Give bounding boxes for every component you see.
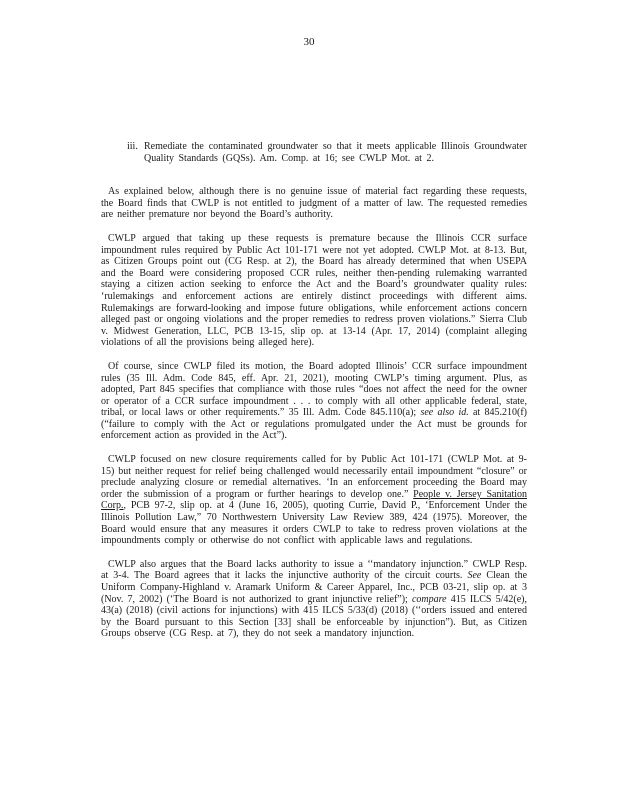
list-item-text: Remediate the contaminated groundwater so that it meets applicable Illinois Groundwater Quality Standards (GQSs). Am. Comp. at 16; see CWLP Mot. at 2. [144,141,527,164]
paragraph-text: CWLP argued that taking up these requests is premature because the Illinois CCR surface impoundment rules required by Public Act 101-171 were not yet adopted. CWLP Mot. at 8-13. But, as Citizen Groups point out (CG Resp. at 2), the Board has already determined that when USEPA and the Board were considering proposed CCR rules, neither then-pending rulemaking warranted staying a citizen action seeking to enforce the Act and the Board’s groundwater quality rules: ‘rulemakings and enforcement actions are entirely distinct proceedings with different aims. Rulemakings are forward-looking and impose future obligations, while enforcement actions concern alleged past or ongoing violations and the proper remedies to redress proven violations.” Sierra Club v. Midwest Generation, LLC, PCB 13-15, slip op. at 13-14 (Apr. 17, 2014) (complaint alleging violations of all the provisions being alleged here). [101,232,527,349]
paragraph-2 [101,233,527,349]
paragraph-text: CWLP also argues that the Board lacks authority to issue a ‘‘mandatory injunction.” CWLP Resp. at 3-4. The Board agrees that it lacks the injunctive authority of the circuit courts. [101,558,527,582]
paragraph-3 [101,361,527,442]
document-body [101,141,527,652]
page-number: 30 [303,36,315,48]
citation-signal: See [467,570,482,582]
paragraph-text: , PCB 97-2, slip op. at 4 (June 16, 2005), quoting Currie, David P., ‘Enforcement Under the Illinois Pollution Law,” 70 Northwestern University Law Review 389, 424 (1975). Moreover, the Board would ensure that any measures it orders CWLP to take to redress proven violations at the impoundments comply or otherwise do not conflict with applicable laws and regulations. [101,500,527,547]
case-citation: People v. Jersey Sanitation Corp. [101,488,528,512]
paragraph-text: As explained below, although there is no genuine issue of material fact regarding these requests, the Board finds that CWLP is not entitled to judgment of a matter of law. The requested remedies are neither premature nor beyond the Board’s authority. [101,186,527,221]
paragraph-text: Of course, since CWLP filed its motion, the Board adopted Illinois’ CCR surface impoundment rules (35 Ill. Adm. Code 845, eff. Apr. 21, 2021), mooting CWLP’s timing argument. Plus, as adopted, Part 845 specifies that compliance with those rules “does not affect the need for the owner or operator of a CCR surface impoundment . . . to comply with all other applicable federal, state, tribal, or local laws or other requirements.” 35 Ill. Adm. Code 845.110(a); [101,360,527,419]
paragraph-4 [101,454,527,547]
citation-signal: see also id. [420,407,469,419]
paragraph-text: CWLP focused on new closure requirements called for by Public Act 101-171 (CWLP Mot. at 9-15) but neither request for relief being challenged would necessarily entail impoundment “closure” or preclude analyzing closure or remedial alternatives. ‘In an enforcement proceeding the Board may order the submission of a program or further hearings to develop one.” [101,454,527,500]
paragraph-text: Clean the Uniform Company-Highland v. Aramark Uniform & Career Apparel, Inc., PCB 03-21, slip op. at 3 (Nov. 7, 2002) (‘The Board is not authorized to grant injunctive relief”); [101,570,528,605]
requested-remedy-list-item [127,141,527,164]
paragraph-5 [101,559,527,640]
paragraph-text: at 845.210(f) (“failure to comply with the Act or regulations promulgated under the Act must be grounds for enforcement action as provided in the Act”). [101,407,527,442]
paragraph-1 [101,186,527,221]
citation-signal: compare [411,593,447,605]
list-marker: iii. [127,141,138,152]
paragraph-text: 415 ILCS 5/42(e), 43(a) (2018) (civil actions for injunctions) with 415 ILCS 5/33(d) (2018) (‘‘orders issued and entered by the Board pursuant to this Section [33] shall be enforceable by injunction”). But, as Citizen Groups observe (CG Resp. at 7), they do not seek a mandatory injunction. [101,593,527,640]
